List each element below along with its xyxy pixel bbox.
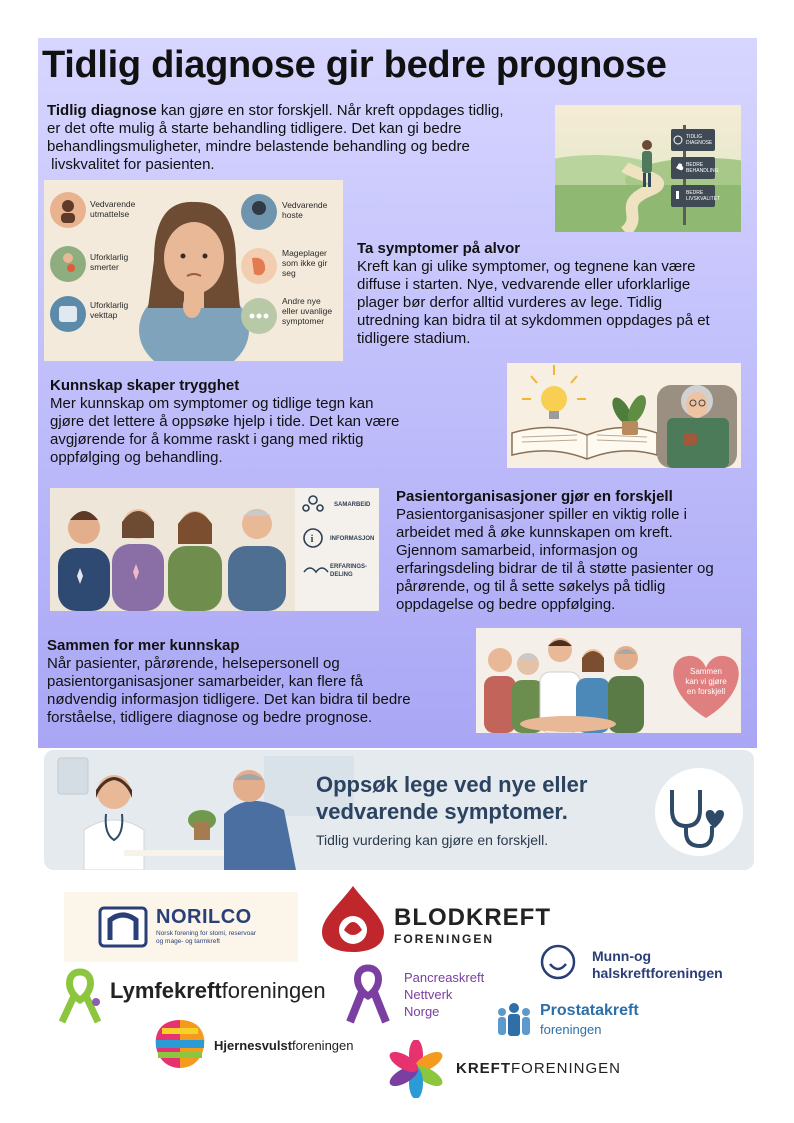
munn-hals-logo: [540, 942, 740, 986]
prostata-name-2: foreningen: [540, 1022, 602, 1037]
section-line: forståelse, tidligere diagnose og bedre prognose.: [47, 709, 373, 726]
section-line: tidligere stadium.: [357, 330, 471, 347]
banner-headline-1: Oppsøk lege ved nye eller: [316, 772, 588, 797]
support-group-image: [50, 488, 379, 611]
prostata-logo: [494, 998, 684, 1042]
section-line: pårørende, og til å sette søkelys på tidlig: [396, 578, 666, 595]
section-line: oppfølging og behandling.: [50, 449, 223, 466]
heart-text: Sammen kan vi gjøre en forskjell: [685, 667, 727, 696]
kreftforeningen-logo: [384, 1040, 644, 1098]
group-label-2: INFORMASJON: [330, 536, 375, 542]
kreftforeningen-regular: FORENINGEN: [511, 1060, 622, 1077]
section-line: Når pasienter, pårørende, helsepersonell og: [47, 655, 340, 672]
intro-bold: Tidlig diagnose: [47, 102, 157, 119]
section-heading: Ta symptomer på alvor: [357, 240, 521, 257]
norilco-sub-1: Norsk forening for stomi, reservoar: [156, 930, 257, 937]
banner-headline-2: vedvarende symptomer.: [316, 799, 568, 824]
hjernesvulst-name: [214, 1038, 354, 1053]
section-line: Mer kunnskap om symptomer og tidlige tegn kan: [50, 395, 374, 412]
kreftforeningen-bold: KREFT: [456, 1060, 511, 1077]
hjernesvulst-bold: Hjernesvulst: [214, 1038, 293, 1053]
symptom-label-3: Uforklarlig vekttap: [90, 300, 129, 320]
norilco-sub-2: og mage- og tarmkreft: [156, 938, 220, 945]
section-line: pasientorganisasjoner samarbeider, kan flere få: [47, 673, 364, 690]
norilco-logo: [64, 892, 298, 962]
section-line: oppdagelse og bedre oppfølging.: [396, 596, 616, 613]
group-label-1: SAMARBEID: [334, 502, 371, 508]
intro-line: livskvalitet for pasienten.: [47, 156, 215, 173]
section-line: diffuse i starten. Nye, vedvarende eller uforklarlige: [357, 276, 691, 293]
lymfekreft-regular: foreningen: [221, 978, 326, 1003]
intro-line: kan gjøre en stor forskjell. Når kreft oppdages tidlig,: [156, 102, 504, 119]
sign-text-2: BEDRE BEHANDLING: [686, 162, 719, 174]
pancreas-name-3: Norge: [404, 1004, 440, 1019]
section-line: plager bør derfor alltid vurderes av lege. Tidlig: [357, 294, 663, 311]
blodkreft-name: BLODKREFT: [394, 904, 551, 931]
symptom-label-1: Vedvarende utmattelse: [90, 199, 136, 219]
section-together: [47, 637, 467, 727]
doctor-banner: [44, 750, 754, 870]
prostata-name-1: Prostatakreft: [540, 1002, 639, 1019]
lymfekreft-name: [110, 978, 326, 1004]
section-line: erfaringsdeling bidrar de til å støtte pasienter og: [396, 560, 714, 577]
section-line: utredning kan bidra til at sykdommen oppdages på et: [357, 312, 710, 329]
section-line: Gjennom samarbeid, informasjon og: [396, 542, 638, 559]
page-title: Tidlig diagnose gir bedre prognose: [42, 44, 667, 86]
section-line: gjøre det lettere å oppsøke hjelp i tide. Det kan være: [50, 413, 400, 430]
sign-text-3: BEDRE LIVSKVALITET: [686, 190, 721, 202]
munn-hals-name-1: Munn-og: [592, 948, 652, 964]
symptom-label-4: Vedvarende hoste: [282, 200, 328, 220]
norilco-name: NORILCO: [156, 906, 252, 928]
blodkreft-sub: FORENINGEN: [394, 932, 495, 946]
lymfekreft-bold: Lymfekreft: [110, 978, 222, 1003]
munn-hals-name-2: halskreftforeningen: [592, 965, 723, 981]
section-line: arbeidet med å øke kunnskapen om kreft.: [396, 524, 673, 541]
hjernesvulst-logo: [150, 1014, 375, 1074]
intro-text: [47, 102, 547, 174]
symptom-label-5: Mageplager som ikke gir seg: [282, 248, 328, 278]
kreftforeningen-name: [456, 1060, 621, 1077]
section-heading: Kunnskap skaper trygghet: [50, 377, 240, 394]
intro-line: er det ofte mulig å starte behandling tidligere. Det kan gi bedre: [47, 120, 462, 137]
section-line: avgjørende for å komme raskt i gang med riktig: [50, 431, 364, 448]
section-heading: Sammen for mer kunnskap: [47, 637, 240, 654]
section-line: Pasientorganisasjoner spiller en viktig rolle i: [396, 506, 687, 523]
pancreas-name-2: Nettverk: [404, 987, 453, 1002]
symptom-label-6: Andre nye eller uvanlige symptomer: [282, 296, 333, 326]
section-orgs: [396, 488, 752, 614]
path-sign-image: [555, 105, 741, 232]
pancreas-name-1: Pancreaskreft: [404, 970, 485, 985]
sign-text-1: TIDLIG DIAGNOSE: [686, 134, 713, 146]
hjernesvulst-regular: foreningen: [292, 1038, 354, 1053]
symptoms-image: [44, 180, 343, 361]
section-knowledge: [50, 377, 450, 467]
banner-subtext: Tidlig vurdering kan gjøre en forskjell.: [316, 832, 549, 848]
section-heading: Pasientorganisasjoner gjør en forskjell: [396, 488, 673, 505]
team-hands-image: [476, 628, 741, 733]
section-symptoms: [357, 240, 752, 348]
symptom-label-2: Uforklarlig smerter: [90, 252, 129, 272]
section-line: nødvendig informasjon tidligere. Det kan bidra til bedre: [47, 691, 411, 708]
section-line: Kreft kan gi ulike symptomer, og tegnene kan være: [357, 258, 696, 275]
book-reading-image: [507, 363, 741, 468]
group-label-3: ERFARINGS-DELING: [330, 564, 368, 578]
intro-line: behandlingsmuligheter, mindre belastende behandling og bedre: [47, 138, 470, 155]
svg-text:i: i: [310, 534, 314, 545]
